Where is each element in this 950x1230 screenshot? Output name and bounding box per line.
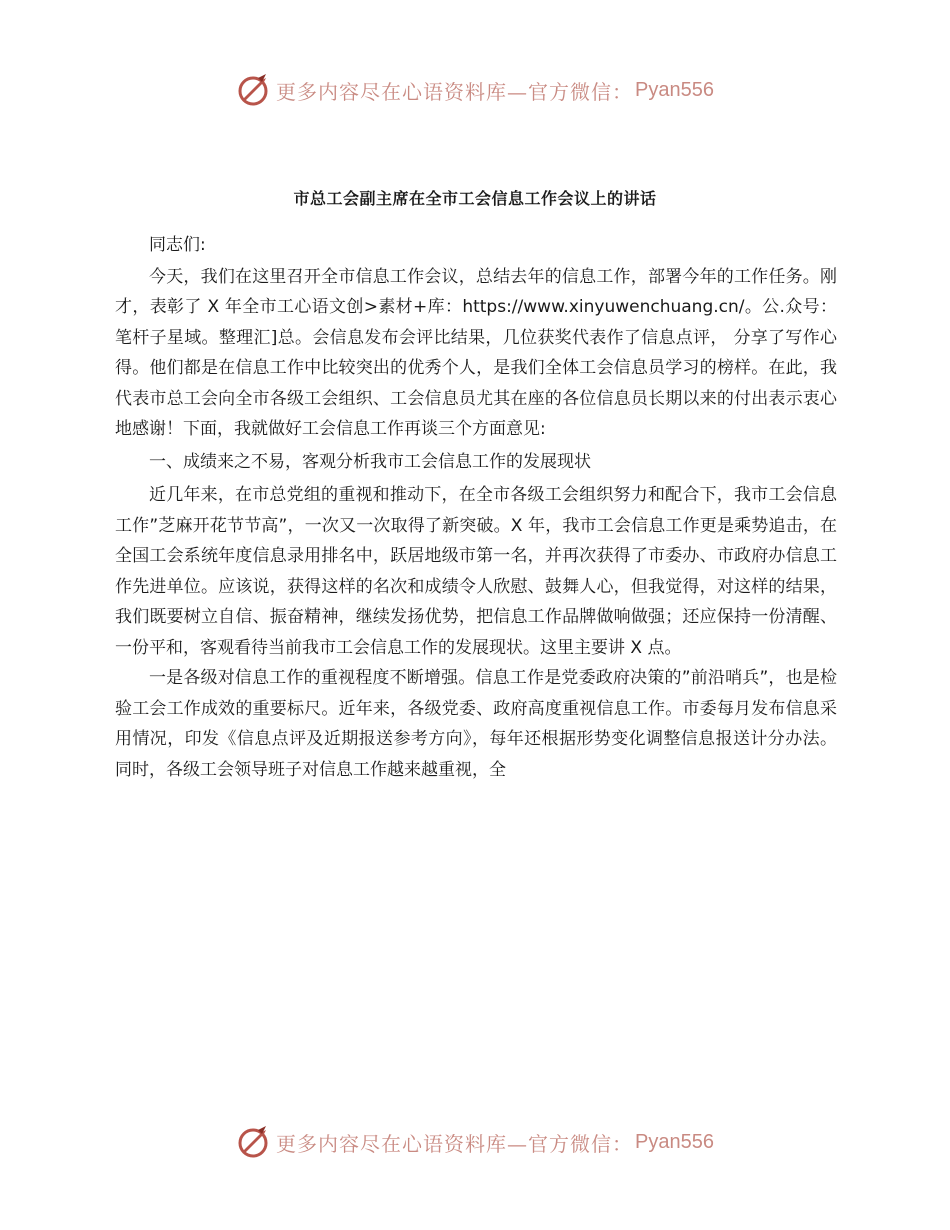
footer-banner xyxy=(0,1122,950,1162)
document-title: 市总工会副主席在全市工会信息工作会议上的讲话 xyxy=(293,189,657,208)
pen-logo-icon xyxy=(236,1124,272,1160)
paragraph-achievements: 近几年来，在市总党组的重视和推动下，在全市各级工会组织努力和配合下，我市工会信息工作”芝麻开花节节高”，一次又一次取得了新突破。X 年，我市工会信息工作更是乘势追击，在全国工会系统年度信息录用排名中，跃居地级市第一名，并再次获得了市委办、市政府办信息工作先进单位。应该说，获得这样的名次和成绩令人欣慰、鼓舞人心，但我觉得，对这样的结果，我们既要树立自信、振奋精神，继续发扬优势，把信息工作品牌做响做强；还应保持一份清醒、一份平和，客观看待当前我市工会信息工作的发展现状。这里主要讲 X 点。 xyxy=(115,485,837,658)
header-banner xyxy=(0,70,950,110)
paragraph-point-one: 一是各级对信息工作的重视程度不断增强。信息工作是党委政府决策的”前沿哨兵”，也是检验工会工作成效的重要标尺。近年来，各级党委、政府高度重视信息工作。市委每月发布信息采用情况，印发《信息点评及近期报送参考方向》，每年还根据形势变化调整信息报送计分办法。同时，各级工会领导班子对信息工作越来越重视，全 xyxy=(115,668,837,780)
banner-text: 更多内容尽在心语资料库—官方微信： xyxy=(276,79,634,104)
pen-logo-icon xyxy=(236,72,272,108)
greeting: 同志们: xyxy=(149,235,206,255)
section-heading-1: 一、成绩来之不易，客观分析我市工会信息工作的发展现状 xyxy=(149,451,591,472)
document-body xyxy=(115,230,837,785)
banner-wechat-id: Pyan556 xyxy=(635,78,714,101)
paragraph-intro: 今天，我们在这里召开全市信息工作会议，总结去年的信息工作，部署今年的工作任务。刚才，表彰了 X 年全市工心语文创>素材+库：https://www.xinyuwenchuang.cn/。公.众号：笔杆子星域。整理汇]总。会信息发布会评比结果，几位获奖代表作了信息点评， 分享了写作心得。他们都是在信息工作中比较突出的优秀个人，是我们全体工会信息员学习的榜样。在此，我代表市总工会向全市各级工会组织、工会信息员尤其在座的各位信息员长期以来的付出表示衷心地感谢！下面，我就做好工会信息工作再谈三个方面意见: xyxy=(115,266,837,439)
banner-text: 更多内容尽在心语资料库—官方微信： xyxy=(276,1131,634,1156)
banner-wechat-id: Pyan556 xyxy=(635,1130,714,1153)
